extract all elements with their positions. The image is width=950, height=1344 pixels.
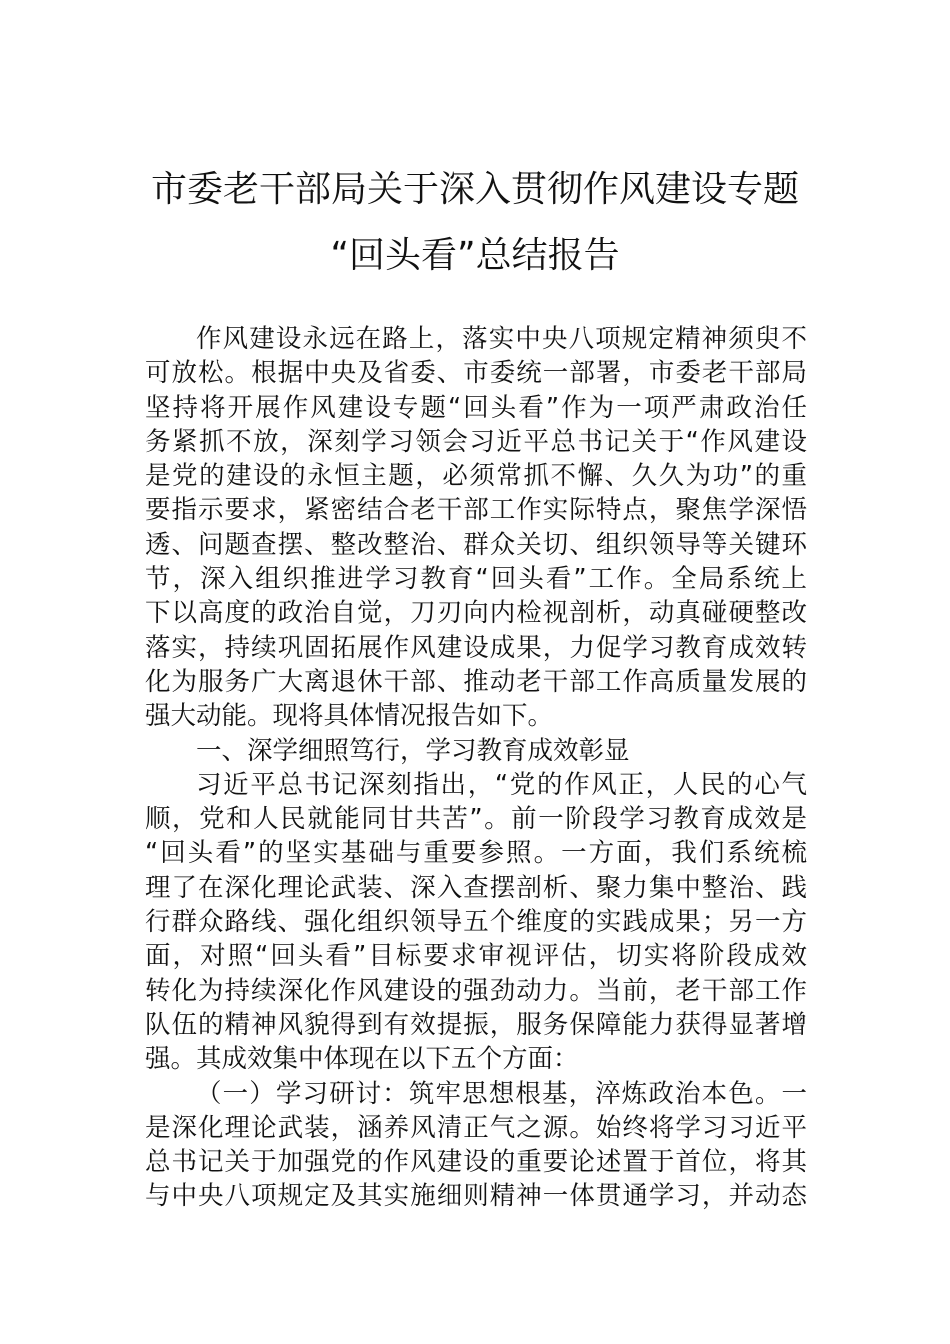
paragraph-line: 总书记关于加强党的作风建设的重要论述置于首位，将其: [145, 1147, 807, 1178]
paragraph-line: 强大动能。现将具体情况报告如下。: [145, 701, 554, 732]
section-heading: 一、深学细照笃行，学习教育成效彰显: [196, 735, 630, 766]
paragraph-line: 队伍的精神风貌得到有效提振，服务保障能力获得显著增: [145, 1009, 807, 1040]
paragraph-line: 强。其成效集中体现在以下五个方面：: [145, 1044, 579, 1075]
paragraph-line: 作风建设永远在路上，落实中央八项规定精神须臾不: [196, 324, 807, 354]
paragraph-line: 节，深入组织推进学习教育“回头看”工作。全局系统上: [145, 564, 807, 595]
paragraph-line: 透、问题查摆、整改整治、群众关切、组织领导等关键环: [145, 529, 807, 560]
paragraph-line: 习近平总书记深刻指出，“党的作风正，人民的心气: [196, 769, 807, 800]
paragraph-line: 是党的建设的永恒主题，必须常抓不懈、久久为功”的重: [145, 461, 807, 492]
paragraph-line: 落实，持续巩固拓展作风建设成果，力促学习教育成效转: [145, 632, 807, 663]
paragraph-line: 面，对照“回头看”目标要求审视评估，切实将阶段成效: [145, 941, 807, 972]
document-title-line-1: 市委老干部局关于深入贯彻作风建设专题: [150, 169, 799, 210]
paragraph-line: 可放松。根据中央及省委、市委统一部署，市委老干部局: [145, 358, 807, 389]
paragraph-line: 理了在深化理论武装、深入查摆剖析、聚力集中整治、践: [145, 872, 807, 903]
paragraph-line: 与中央八项规定及其实施细则精神一体贯通学习，并动态: [145, 1181, 807, 1212]
paragraph-line: 化为服务广大离退休干部、推动老干部工作高质量发展的: [145, 666, 807, 697]
paragraph-line: 务紧抓不放，深刻学习领会习近平总书记关于“作风建设: [145, 426, 807, 457]
paragraph-line: “回头看”的坚实基础与重要参照。一方面，我们系统梳: [145, 838, 807, 869]
paragraph-line: 转化为持续深化作风建设的强劲动力。当前，老干部工作: [145, 975, 807, 1006]
paragraph-line: 行群众路线、强化组织领导五个维度的实践成果；另一方: [145, 907, 807, 938]
paragraph-line: 是深化理论武装，涵养风清正气之源。始终将学习习近平: [145, 1112, 807, 1143]
document-title-line-2: “回头看”总结报告: [330, 235, 620, 276]
paragraph-line: 下以高度的政治自觉，刀刃向内检视剖析，动真碰硬整改: [145, 598, 807, 629]
document-body: [145, 322, 807, 1214]
paragraph-line: 坚持将开展作风建设专题“回头看”作为一项严肃政治任: [145, 392, 807, 423]
paragraph-line: 要指示要求，紧密结合老干部工作实际特点，聚焦学深悟: [145, 495, 807, 526]
subsection-heading-line: （一）学习研讨：筑牢思想根基，淬炼政治本色。一: [196, 1078, 807, 1109]
paragraph-line: 顺，党和人民就能同甘共苦”。前一阶段学习教育成效是: [145, 804, 807, 835]
